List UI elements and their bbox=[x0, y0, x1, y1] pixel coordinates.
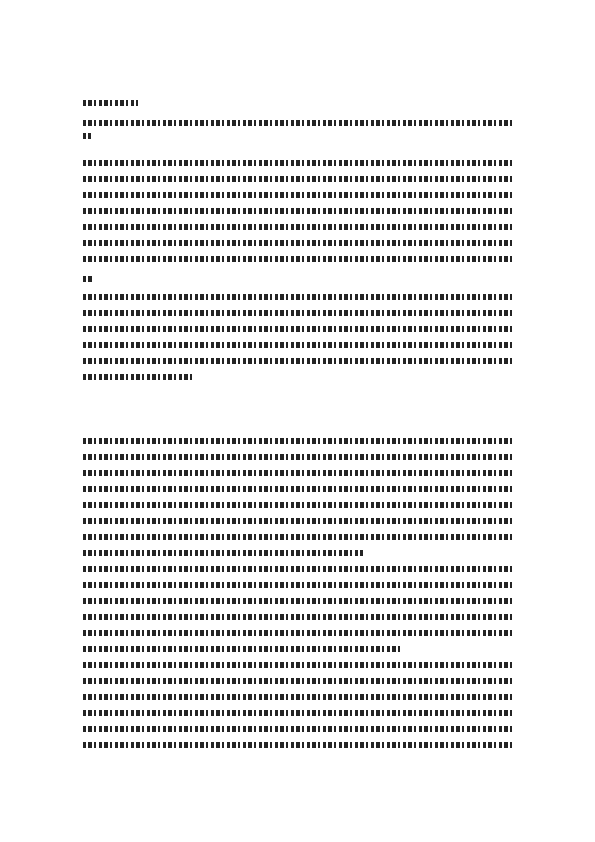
paragraph-line bbox=[83, 742, 513, 748]
paragraph-line bbox=[83, 710, 513, 716]
paragraph-line bbox=[83, 678, 513, 684]
paragraph-line bbox=[83, 694, 513, 700]
paragraph-line bbox=[83, 662, 513, 668]
paragraph-line bbox=[83, 726, 513, 732]
